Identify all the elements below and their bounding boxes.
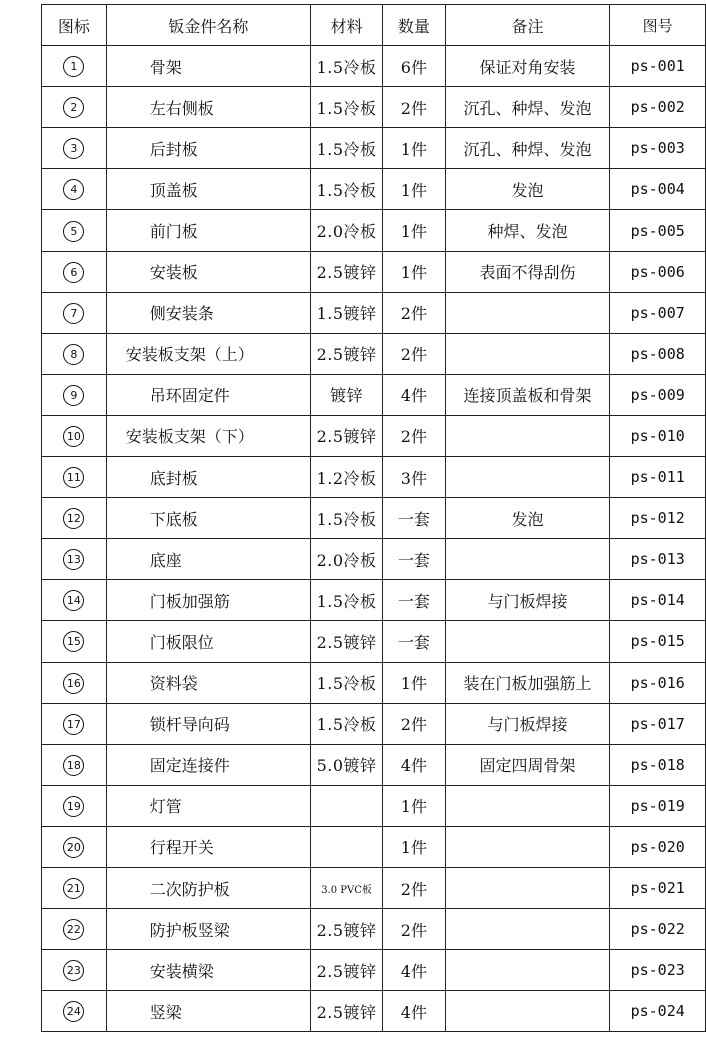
part-name: 行程开关 — [106, 826, 310, 867]
material: 1.5冷板 — [311, 703, 383, 744]
drawing-number: ps-017 — [610, 703, 706, 744]
row-number-cell — [42, 292, 107, 333]
quantity: 2件 — [383, 333, 446, 374]
row-number-cell — [42, 744, 107, 785]
drawing-number: ps-014 — [610, 580, 706, 621]
part-name: 顶盖板 — [106, 169, 310, 210]
table-row — [42, 46, 706, 87]
row-number-cell — [42, 539, 107, 580]
quantity: 2件 — [383, 703, 446, 744]
part-name: 底封板 — [106, 457, 310, 498]
drawing-number: ps-003 — [610, 128, 706, 169]
circled-number: 3 — [63, 138, 84, 159]
remarks — [445, 621, 610, 662]
parts-table-body — [42, 46, 706, 1032]
table-row — [42, 703, 706, 744]
circled-number: 13 — [63, 549, 84, 570]
quantity: 1件 — [383, 210, 446, 251]
circled-number: 21 — [63, 878, 84, 899]
circled-number: 19 — [63, 796, 84, 817]
table-row — [42, 210, 706, 251]
quantity: 2件 — [383, 867, 446, 908]
material: 1.5冷板 — [311, 662, 383, 703]
quantity: 1件 — [383, 662, 446, 703]
header-material: 材料 — [311, 5, 383, 46]
remarks — [445, 415, 610, 456]
remarks: 连接顶盖板和骨架 — [445, 374, 610, 415]
remarks — [445, 950, 610, 991]
material: 2.5镀锌 — [311, 991, 383, 1032]
quantity: 1件 — [383, 169, 446, 210]
quantity: 6件 — [383, 46, 446, 87]
row-number-cell — [42, 374, 107, 415]
row-number-cell — [42, 826, 107, 867]
row-number-cell — [42, 46, 107, 87]
header-drawing-no: 图号 — [610, 5, 706, 46]
part-name: 安装板 — [106, 251, 310, 292]
part-name: 安装板支架（上） — [106, 333, 310, 374]
circled-number: 10 — [63, 426, 84, 447]
table-row — [42, 415, 706, 456]
drawing-number: ps-005 — [610, 210, 706, 251]
remarks: 装在门板加强筋上 — [445, 662, 610, 703]
remarks — [445, 539, 610, 580]
part-name: 固定连接件 — [106, 744, 310, 785]
table-row — [42, 909, 706, 950]
part-name: 门板加强筋 — [106, 580, 310, 621]
drawing-number: ps-004 — [610, 169, 706, 210]
material: 1.5冷板 — [311, 87, 383, 128]
row-number-cell — [42, 457, 107, 498]
remarks: 发泡 — [445, 498, 610, 539]
row-number-cell — [42, 498, 107, 539]
remarks: 固定四周骨架 — [445, 744, 610, 785]
material: 1.5冷板 — [311, 498, 383, 539]
circled-number: 2 — [63, 97, 84, 118]
table-row — [42, 785, 706, 826]
row-number-cell — [42, 991, 107, 1032]
part-name: 左右侧板 — [106, 87, 310, 128]
material: 5.0镀锌 — [311, 744, 383, 785]
table-row — [42, 826, 706, 867]
row-number-cell — [42, 87, 107, 128]
table-row — [42, 867, 706, 908]
material: 1.5镀锌 — [311, 292, 383, 333]
header-quantity: 数量 — [383, 5, 446, 46]
quantity: 一套 — [383, 498, 446, 539]
quantity: 4件 — [383, 991, 446, 1032]
circled-number: 15 — [63, 631, 84, 652]
circled-number: 16 — [63, 673, 84, 694]
drawing-number: ps-006 — [610, 251, 706, 292]
material: 2.0冷板 — [311, 210, 383, 251]
circled-number: 8 — [63, 344, 84, 365]
part-name: 前门板 — [106, 210, 310, 251]
table-row — [42, 539, 706, 580]
drawing-number: ps-016 — [610, 662, 706, 703]
circled-number: 11 — [63, 467, 84, 488]
part-name: 竖梁 — [106, 991, 310, 1032]
header-row — [42, 5, 706, 46]
part-name: 防护板竖梁 — [106, 909, 310, 950]
quantity: 1件 — [383, 128, 446, 169]
part-name: 底座 — [106, 539, 310, 580]
remarks: 保证对角安装 — [445, 46, 610, 87]
remarks — [445, 991, 610, 1032]
row-number-cell — [42, 785, 107, 826]
row-number-cell — [42, 867, 107, 908]
drawing-number: ps-010 — [610, 415, 706, 456]
circled-number: 4 — [63, 179, 84, 200]
part-name: 安装横梁 — [106, 950, 310, 991]
table-row — [42, 621, 706, 662]
circled-number: 9 — [63, 385, 84, 406]
table-row — [42, 251, 706, 292]
table-row — [42, 662, 706, 703]
part-name: 灯管 — [106, 785, 310, 826]
drawing-number: ps-002 — [610, 87, 706, 128]
circled-number: 20 — [63, 837, 84, 858]
remarks: 沉孔、种焊、发泡 — [445, 128, 610, 169]
material: 2.5镀锌 — [311, 950, 383, 991]
quantity: 2件 — [383, 415, 446, 456]
circled-number: 18 — [63, 755, 84, 776]
quantity: 1件 — [383, 785, 446, 826]
material: 2.5镀锌 — [311, 251, 383, 292]
drawing-number: ps-020 — [610, 826, 706, 867]
part-name: 锁杆导向码 — [106, 703, 310, 744]
material: 2.5镀锌 — [311, 909, 383, 950]
row-number-cell — [42, 621, 107, 662]
circled-number: 5 — [63, 221, 84, 242]
remarks: 表面不得刮伤 — [445, 251, 610, 292]
remarks: 种焊、发泡 — [445, 210, 610, 251]
drawing-number: ps-009 — [610, 374, 706, 415]
quantity: 1件 — [383, 826, 446, 867]
quantity: 一套 — [383, 621, 446, 662]
table-row — [42, 498, 706, 539]
circled-number: 22 — [63, 919, 84, 940]
quantity: 2件 — [383, 292, 446, 333]
row-number-cell — [42, 251, 107, 292]
remarks: 与门板焊接 — [445, 580, 610, 621]
table-row — [42, 457, 706, 498]
remarks — [445, 785, 610, 826]
material — [311, 785, 383, 826]
table-row — [42, 744, 706, 785]
row-number-cell — [42, 950, 107, 991]
row-number-cell — [42, 703, 107, 744]
quantity: 3件 — [383, 457, 446, 498]
material — [311, 826, 383, 867]
material: 3.0 PVC板 — [311, 867, 383, 908]
table-row — [42, 333, 706, 374]
material: 1.5冷板 — [311, 128, 383, 169]
quantity: 4件 — [383, 744, 446, 785]
part-name: 骨架 — [106, 46, 310, 87]
table-row — [42, 950, 706, 991]
circled-number: 12 — [63, 508, 84, 529]
drawing-number: ps-012 — [610, 498, 706, 539]
circled-number: 23 — [63, 960, 84, 981]
circled-number: 17 — [63, 714, 84, 735]
drawing-number: ps-018 — [610, 744, 706, 785]
remarks — [445, 909, 610, 950]
part-name: 侧安装条 — [106, 292, 310, 333]
table-row — [42, 991, 706, 1032]
part-name: 后封板 — [106, 128, 310, 169]
quantity: 2件 — [383, 909, 446, 950]
table-row — [42, 87, 706, 128]
row-number-cell — [42, 580, 107, 621]
header-name: 钣金件名称 — [106, 5, 310, 46]
table-row — [42, 169, 706, 210]
circled-number: 24 — [63, 1001, 84, 1022]
quantity: 4件 — [383, 374, 446, 415]
row-number-cell — [42, 210, 107, 251]
circled-number: 1 — [63, 56, 84, 77]
quantity: 4件 — [383, 950, 446, 991]
header-remarks: 备注 — [445, 5, 610, 46]
drawing-number: ps-008 — [610, 333, 706, 374]
drawing-number: ps-024 — [610, 991, 706, 1032]
remarks — [445, 457, 610, 498]
remarks — [445, 333, 610, 374]
remarks — [445, 867, 610, 908]
parts-table — [41, 4, 706, 1032]
drawing-number: ps-022 — [610, 909, 706, 950]
row-number-cell — [42, 909, 107, 950]
drawing-number: ps-023 — [610, 950, 706, 991]
remarks: 沉孔、种焊、发泡 — [445, 87, 610, 128]
row-number-cell — [42, 128, 107, 169]
quantity: 一套 — [383, 539, 446, 580]
drawing-number: ps-021 — [610, 867, 706, 908]
drawing-number: ps-019 — [610, 785, 706, 826]
remarks — [445, 292, 610, 333]
drawing-number: ps-011 — [610, 457, 706, 498]
table-row — [42, 580, 706, 621]
drawing-number: ps-007 — [610, 292, 706, 333]
material: 2.0冷板 — [311, 539, 383, 580]
material: 2.5镀锌 — [311, 621, 383, 662]
quantity: 一套 — [383, 580, 446, 621]
table-row — [42, 292, 706, 333]
material: 1.2冷板 — [311, 457, 383, 498]
circled-number: 6 — [63, 262, 84, 283]
drawing-number: ps-001 — [610, 46, 706, 87]
circled-number: 14 — [63, 590, 84, 611]
table-row — [42, 128, 706, 169]
quantity: 1件 — [383, 251, 446, 292]
row-number-cell — [42, 415, 107, 456]
circled-number: 7 — [63, 303, 84, 324]
drawing-number: ps-013 — [610, 539, 706, 580]
drawing-number: ps-015 — [610, 621, 706, 662]
quantity: 2件 — [383, 87, 446, 128]
material: 2.5镀锌 — [311, 415, 383, 456]
material: 1.5冷板 — [311, 580, 383, 621]
row-number-cell — [42, 169, 107, 210]
table-row — [42, 374, 706, 415]
part-name: 吊环固定件 — [106, 374, 310, 415]
part-name: 安装板支架（下） — [106, 415, 310, 456]
row-number-cell — [42, 333, 107, 374]
material: 镀锌 — [311, 374, 383, 415]
material: 2.5镀锌 — [311, 333, 383, 374]
header-icon: 图标 — [42, 5, 107, 46]
row-number-cell — [42, 662, 107, 703]
part-name: 门板限位 — [106, 621, 310, 662]
material: 1.5冷板 — [311, 46, 383, 87]
material: 1.5冷板 — [311, 169, 383, 210]
remarks — [445, 826, 610, 867]
part-name: 下底板 — [106, 498, 310, 539]
part-name: 二次防护板 — [106, 867, 310, 908]
remarks: 与门板焊接 — [445, 703, 610, 744]
remarks: 发泡 — [445, 169, 610, 210]
part-name: 资料袋 — [106, 662, 310, 703]
